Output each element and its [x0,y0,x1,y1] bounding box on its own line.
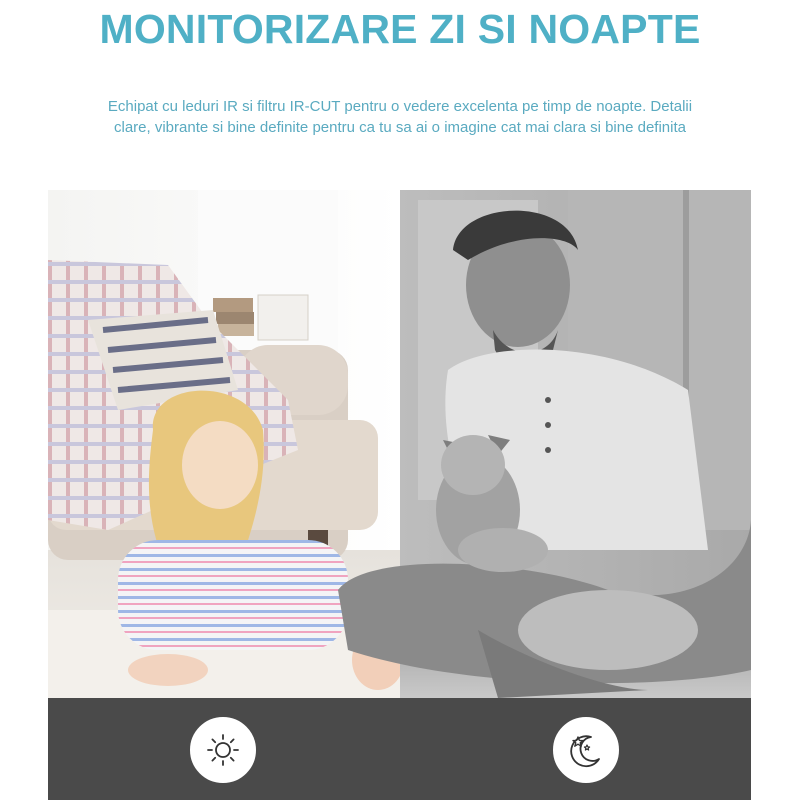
night-mode-icon [553,717,619,783]
mode-bar [48,698,751,800]
sun-icon [203,730,243,770]
day-mode-icon [190,717,256,783]
day-night-comparison-photo [48,190,751,698]
page-title: MONITORIZARE ZI SI NOAPTE [99,6,701,52]
feature-description: Echipat cu leduri IR si filtru IR-CUT pentru o vedere excelenta pe timp de noapte. Detalii clare, vibrante si bine definite pentru ca tu sa ai o imagine cat mai clara si bine definita [107,98,693,136]
moon-stars-icon [564,728,608,772]
